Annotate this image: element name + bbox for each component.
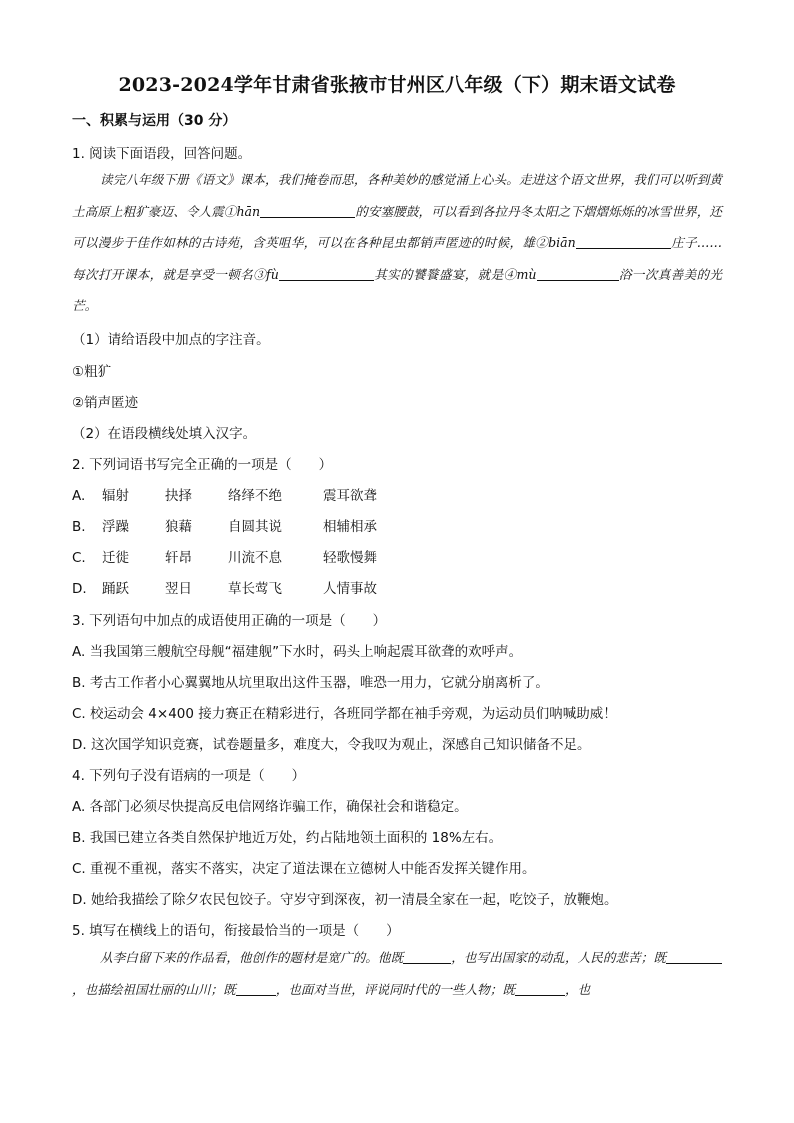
question-4-option-d[interactable]: D. 她给我描绘了除夕农民包饺子。守岁守到深夜，初一清晨全家在一起，吃饺子，放鞭炮。	[72, 892, 618, 908]
question-4-option-c[interactable]: C. 重视不重视，落实不落实，决定了道法课在立德树人中能否发挥关键作用。	[72, 861, 536, 877]
question-3-option-b[interactable]: B. 考古工作者小心翼翼地从坑里取出这件玉器，唯恐一用力，它就分崩离析了。	[72, 675, 549, 691]
question-2-option-d[interactable]: D. 踊跃 翌日 草长莺飞 人情事故	[72, 581, 377, 597]
passage-text-1: 从李白留下来的作品看，他创作的题材是宽广的。他既	[100, 950, 404, 965]
question-4-stem: 4. 下列句子没有语病的一项是（ ）	[72, 768, 306, 784]
passage-text-2: 的安塞腰鼓，可以看到各拉丹冬太阳之下熠熠烁烁的冰雪世界，还可以漫步于佳作如林的古诗苑，含英咀华，可以在各种昆虫都销声匿迹的时候，雄②biān	[72, 203, 722, 250]
question-1-stem: 1. 阅读下面语段，回答问题。	[72, 146, 252, 162]
question-3-stem: 3. 下列语句中加点的成语使用正确的一项是（ ）	[72, 613, 387, 629]
question-5-stem: 5. 填写在横线上的语句，衔接最恰当的一项是（ ）	[72, 923, 400, 939]
passage-text-5: 浴一次真善美的光芒。	[72, 266, 722, 313]
section-heading: 一、积累与运用（30 分）	[72, 113, 237, 129]
question-2-option-b[interactable]: B. 浮躁 狼藉 自圆其说 相辅相承	[72, 519, 377, 535]
passage-text-4: ，也面对当世，评说同时代的一些人物；既	[275, 981, 515, 997]
answer-blank-4[interactable]	[537, 266, 619, 281]
question-4-option-a[interactable]: A. 各部门必须尽快提高反电信网络诈骗工作，确保社会和谐稳定。	[72, 799, 468, 815]
question-3-option-d[interactable]: D. 这次国学知识竞赛，试卷题量多，难度大，令我叹为观止，深感自己知识储备不足。	[72, 737, 591, 753]
question-2-option-a[interactable]: A. 辐射 抉择 络绎不绝 震耳欲聋	[72, 488, 377, 504]
answer-blank-4[interactable]	[515, 981, 565, 996]
answer-blank-2[interactable]	[576, 234, 671, 249]
answer-blank-1[interactable]	[260, 203, 355, 218]
question-5-passage	[72, 942, 722, 1005]
question-2-option-c[interactable]: C. 迁徙 轩昂 川流不息 轻歌慢舞	[72, 550, 377, 566]
passage-text-3: ，也描绘祖国壮丽的山川；既	[72, 981, 236, 997]
passage-text-3: 庄子……每次打开课本，就是享受一顿名③fù	[72, 235, 722, 282]
passage-text-5: ，也	[565, 981, 591, 997]
page-title: 2023-2024学年甘肃省张掖市甘州区八年级（下）期末语文试卷	[118, 74, 676, 96]
question-1-item-a: ①粗犷	[72, 364, 112, 380]
question-3-option-c[interactable]: C. 校运动会 4×400 接力赛正在精彩进行，各班同学都在袖手旁观，为运动员们呐喊助威！	[72, 706, 617, 722]
answer-blank-3[interactable]	[236, 981, 276, 996]
answer-blank-3[interactable]	[279, 266, 374, 281]
passage-text-4: 其实的饕餮盛宴，就是④mù	[373, 266, 537, 282]
passage-text-2: ，也写出国家的动乱，人民的悲苦；既	[451, 950, 667, 965]
answer-blank-2[interactable]	[666, 949, 722, 964]
answer-blank-1[interactable]	[403, 949, 451, 964]
passage-text-1: 读完八年级下册《语文》课本，我们掩卷而思，各种美妙的感觉涌上心头。走进这个语文世界，我们可以听到黄土高原上粗犷豪迈、令人震①hān	[72, 172, 722, 219]
question-1-sub-1: （1）请给语段中加点的字注音。	[72, 332, 270, 348]
question-1-sub-2: （2）在语段横线处填入汉字。	[72, 426, 257, 442]
question-3-option-a[interactable]: A. 当我国第三艘航空母舰“福建舰”下水时，码头上响起震耳欲聋的欢呼声。	[72, 644, 523, 660]
question-2-stem: 2. 下列词语书写完全正确的一项是（ ）	[72, 457, 333, 473]
question-1-item-b: ②销声匿迹	[72, 395, 139, 411]
question-4-option-b[interactable]: B. 我国已建立各类自然保护地近万处，约占陆地领土面积的 18%左右。	[72, 830, 503, 846]
question-1-passage	[72, 164, 722, 322]
